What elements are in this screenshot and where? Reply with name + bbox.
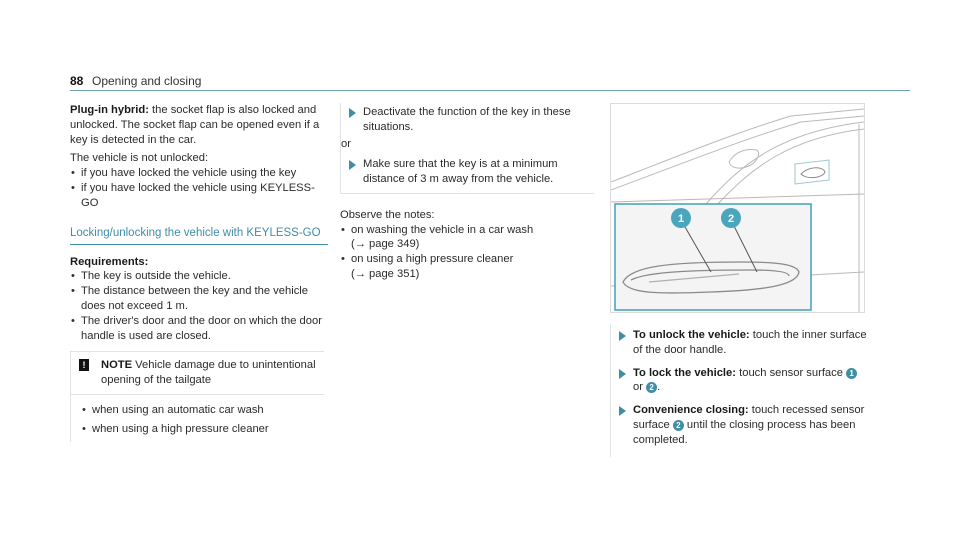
step-label: To unlock the vehicle: — [633, 329, 750, 341]
not-unlocked-list — [70, 166, 328, 210]
plugin-text: the socket flap is also locked and unlocked. The socket flap can be opened even if a key is detected in the car. — [70, 104, 320, 146]
step-arrow-icon — [349, 160, 356, 170]
step-arrow-icon — [619, 331, 626, 341]
list-item: • when using a high pressure cleaner — [81, 422, 318, 437]
step-lock — [617, 366, 867, 396]
observe-list — [340, 223, 600, 282]
step-text: . — [657, 381, 661, 394]
note-text — [101, 358, 318, 388]
step-box — [340, 103, 594, 194]
note-list — [81, 403, 318, 437]
step-text: Make sure that the key is at a minimum distance of 3 m away from the vehicle. — [363, 158, 558, 186]
note-description: Vehicle damage due to unintentional opening of the tailgate — [101, 359, 316, 387]
header-rule — [70, 90, 910, 91]
chapter-title: Opening and closing — [92, 74, 202, 88]
callout-2-badge: 2 — [673, 420, 684, 431]
list-item: • if you have locked the vehicle using KEYLESS-GO — [70, 181, 328, 211]
list-item: • The key is outside the vehicle. — [70, 269, 328, 284]
list-item — [340, 252, 600, 282]
door-handle-illustration — [610, 103, 865, 313]
step-label: Convenience closing: — [633, 404, 749, 417]
list-item: • The distance between the key and the vehicle does not exceed 1 m. — [70, 284, 328, 314]
handle-steps — [610, 324, 867, 457]
step-text: or — [633, 381, 647, 394]
column-right — [610, 103, 870, 457]
observe-item-text: on washing the vehicle in a car wash — [351, 223, 534, 236]
note-label: NOTE — [101, 359, 133, 372]
section-title: Locking/unlocking the vehicle with KEYLESS-GO — [70, 226, 328, 244]
or-label: or — [341, 137, 351, 150]
step-arrow-icon — [619, 369, 626, 379]
observe-intro: Observe the notes: — [340, 208, 435, 221]
page-reference-link[interactable]: (→ page 349) — [351, 238, 420, 251]
not-unlocked-intro: The vehicle is not unlocked: — [70, 152, 209, 165]
plugin-paragraph — [70, 103, 328, 147]
page-reference-link[interactable]: (→ page 351) — [351, 268, 420, 281]
requirements-list — [70, 269, 328, 343]
callout-2-badge: 2 — [646, 382, 657, 393]
callout-1-label: 1 — [677, 213, 685, 225]
plugin-label: Plug-in hybrid: — [70, 104, 149, 116]
warning-icon: ! — [79, 359, 89, 371]
step-arrow-icon — [349, 108, 356, 118]
step-label: To lock the vehicle: — [633, 366, 736, 379]
list-item — [340, 223, 600, 253]
step-deactivate — [347, 105, 594, 135]
page-number: 88 — [70, 74, 84, 88]
observe-item-text: on using a high pressure cleaner — [351, 253, 514, 266]
step-text: touch the inner surface of the door handle. — [633, 329, 867, 356]
step-text: Deactivate the function of the key in these situations. — [363, 106, 571, 133]
step-arrow-icon — [619, 406, 626, 416]
step-unlock — [617, 328, 867, 358]
step-distance — [347, 157, 594, 187]
list-item: • when using an automatic car wash — [81, 403, 318, 418]
list-item: • The driver's door and the door on which the door handle is used are closed. — [70, 314, 328, 344]
column-middle — [340, 103, 600, 282]
car-door-drawing — [611, 104, 864, 312]
note-body — [71, 395, 324, 443]
column-left — [70, 103, 328, 442]
step-text: until the closing process has been completed. — [633, 418, 856, 446]
step-text: touch recessed sensor surface — [633, 404, 865, 431]
callout-1-badge: 1 — [846, 368, 857, 379]
note-box — [70, 351, 324, 442]
requirements-label: Requirements: — [70, 255, 149, 268]
list-item: • if you have locked the vehicle using the key — [70, 166, 328, 181]
step-text: touch sensor surface — [736, 366, 847, 379]
step-convenience-closing — [617, 403, 867, 447]
note-header — [71, 352, 324, 395]
callout-2-label: 2 — [727, 213, 735, 225]
